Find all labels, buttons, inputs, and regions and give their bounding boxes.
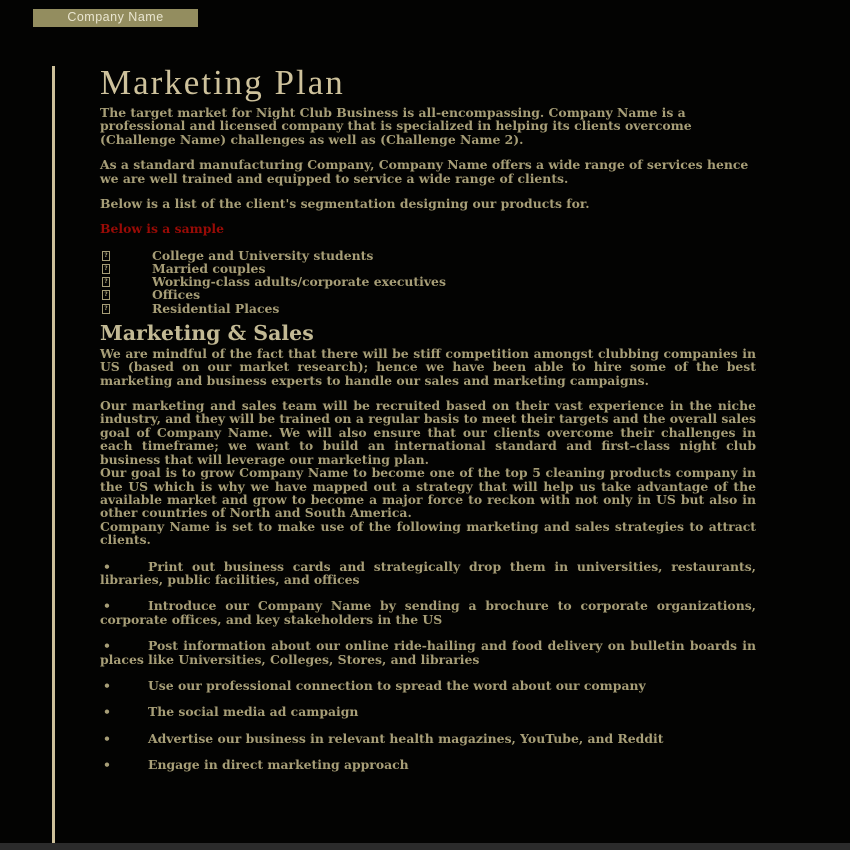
- section-paragraph: Company Name is set to make use of the following marketing and sales strategies to attract clients.: [100, 518, 756, 548]
- document-content: [100, 62, 756, 772]
- strategy-item: [100, 599, 756, 626]
- intro-paragraph: Below is a list of the client's segmentation designing our products for.: [100, 196, 590, 212]
- strategy-text: Post information about our online ride-hailing and food delivery on bulletin boards in places like Universities, Colleges, Stores, and libraries: [100, 638, 756, 667]
- bullet-icon: •: [103, 677, 111, 693]
- missing-glyph-char: ?: [104, 251, 108, 259]
- strategy-item: [100, 758, 756, 771]
- strategy-text: Introduce our Company Name by sending a brochure to corporate organizations, corporate offices, and key stakeholders in the US: [100, 598, 756, 627]
- intro-paragraph: As a standard manufacturing Company, Company Name offers a wide range of services hence we are well trained and equipped to service a wide range of clients.: [100, 157, 749, 186]
- missing-glyph-icon: [102, 304, 110, 314]
- missing-glyph-icon: [102, 290, 110, 300]
- left-accent-rule: [52, 66, 55, 843]
- missing-glyph-char: ?: [104, 265, 108, 273]
- strategy-item: [100, 705, 756, 718]
- sample-note: Below is a sample: [100, 221, 225, 237]
- strategy-text: The social media ad campaign: [148, 704, 359, 720]
- strategy-text: Use our professional connection to spread the word about our company: [148, 677, 646, 693]
- page-title: Marketing Plan: [100, 63, 345, 102]
- list-item-label: College and University students: [152, 247, 374, 263]
- section-paragraph: Our marketing and sales team will be recruited based on their vast experience in the niche industry, and they will be trained on a regular basis to meet their targets and the overall sales goal of Company Name. We will also ensure that our clients overcome their challenges in each timeframe; we want to build an international standard and first–class night club business that will leverage our marketing plan.: [100, 398, 756, 467]
- missing-glyph-char: ?: [104, 291, 108, 299]
- missing-glyph-char: ?: [104, 304, 108, 312]
- list-item-label: Residential Places: [152, 300, 280, 316]
- bullet-icon: •: [103, 598, 111, 614]
- company-name-tab: Company Name: [33, 9, 198, 27]
- bullet-icon: •: [103, 730, 111, 746]
- missing-glyph-icon: [102, 277, 110, 287]
- strategy-text: Print out business cards and strategically drop them in universities, restaurants, libraries, public facilities, and offices: [100, 558, 756, 587]
- bullet-icon: •: [103, 558, 111, 574]
- list-item-label: Offices: [152, 287, 201, 303]
- strategy-item: [100, 560, 756, 587]
- bullet-icon: •: [103, 704, 111, 720]
- section-heading: Marketing & Sales: [100, 320, 314, 345]
- section-paragraph: We are mindful of the fact that there will be stiff competition amongst clubbing companies in US (based on our market research); hence we have been able to hire some of the best marketing and business experts to handle our sales and marketing campaigns.: [100, 345, 756, 388]
- missing-glyph-char: ?: [104, 278, 108, 286]
- strategy-item: [100, 679, 756, 692]
- bottom-edge-bar: [0, 843, 850, 850]
- strategy-item: [100, 732, 756, 745]
- missing-glyph-icon: [102, 264, 110, 274]
- intro-paragraph: The target market for Night Club Business is all-encompassing. Company Name is a professional and licensed company that is specialized in helping its clients overcome (Challenge Name) challenges as well as (Challenge Name 2).: [100, 105, 692, 147]
- list-item-label: Working-class adults/corporate executives: [152, 274, 446, 290]
- strategy-text: Advertise our business in relevant health magazines, YouTube, and Reddit: [148, 730, 664, 746]
- client-segments-list: [100, 249, 756, 315]
- bullet-icon: •: [103, 757, 111, 773]
- section-paragraph: Our goal is to grow Company Name to become one of the top 5 cleaning products company in the US which is why we have mapped out a strategy that will help us take advantage of the available market and grow to become a major force to reckon with not only in US but also in other countries of North and South America.: [100, 465, 756, 521]
- strategy-text: Engage in direct marketing approach: [148, 757, 409, 773]
- list-item: [100, 302, 756, 315]
- strategy-item: [100, 639, 756, 666]
- missing-glyph-icon: [102, 251, 110, 261]
- bullet-icon: •: [103, 638, 111, 654]
- list-item-label: Married couples: [152, 261, 266, 277]
